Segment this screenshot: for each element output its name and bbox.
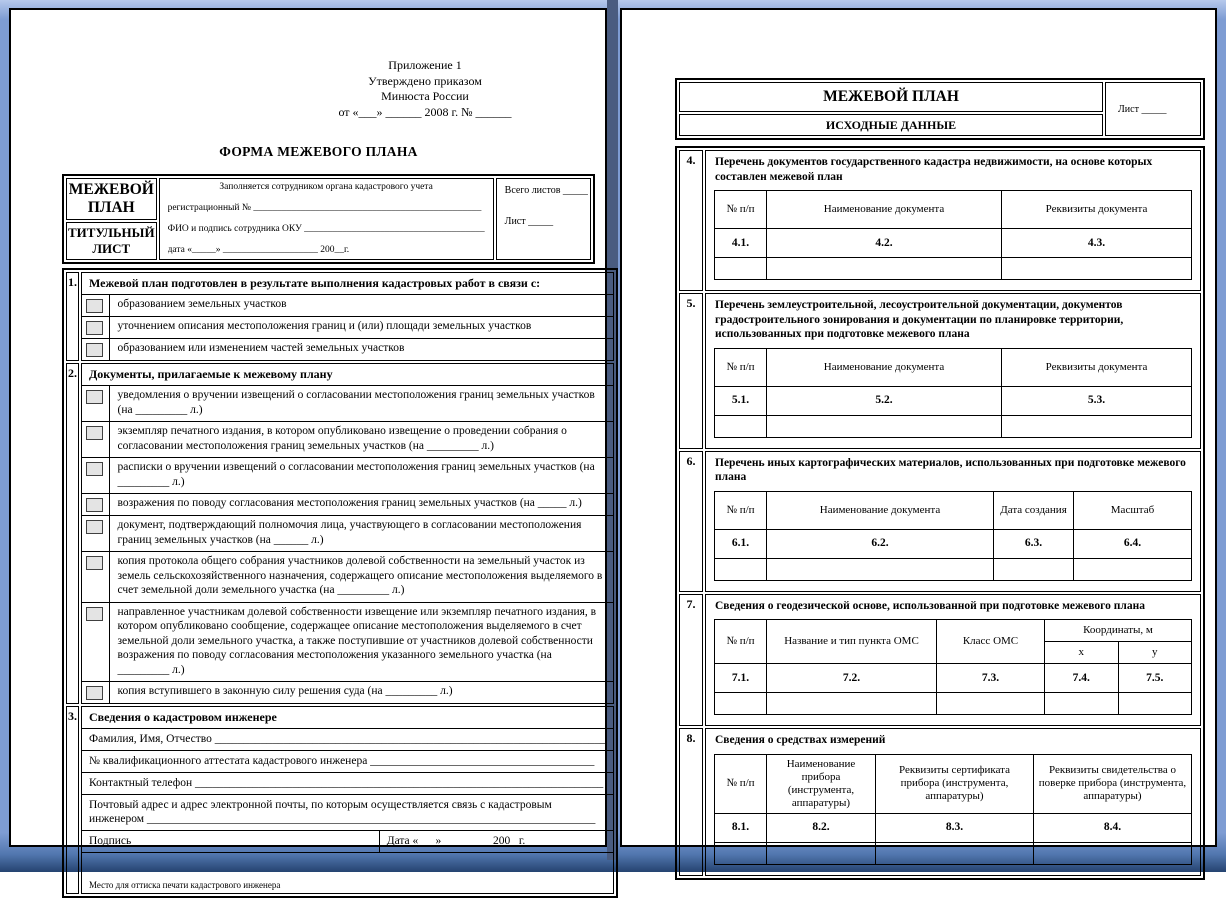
sheet-number-field: Лист _____ bbox=[1105, 82, 1201, 136]
section-3 bbox=[66, 706, 614, 894]
checkbox-item-label: документ, подтверждающий полномочия лица, участвующего в согласовании местоположения границ земельных участков (на ______ л.) bbox=[109, 516, 613, 552]
officer-name-field: ФИО и подпись сотрудника ОКУ ______________________________________ bbox=[167, 224, 485, 234]
sheet-count-cell bbox=[496, 178, 591, 260]
cell-ref: 8.2. bbox=[767, 813, 876, 842]
filled-by-note: Заполняется сотрудником органа кадастрового учета bbox=[219, 182, 433, 192]
column-header: х bbox=[1045, 642, 1119, 664]
section-6-title: Перечень иных картографических материалов, использованных при подготовке межевого плана bbox=[715, 456, 1186, 483]
section-4-title: Перечень документов государственного кадастра недвижимости, на основе которых составлен межевой план bbox=[715, 156, 1153, 183]
section-2 bbox=[66, 363, 614, 704]
cell-ref: 7.1. bbox=[715, 664, 767, 693]
empty-cell bbox=[876, 842, 1034, 864]
empty-cell bbox=[767, 558, 994, 580]
section-number: 3. bbox=[66, 706, 79, 894]
section-8 bbox=[679, 728, 1201, 876]
page-subtitle: ИСХОДНЫЕ ДАННЫЕ bbox=[679, 114, 1103, 136]
doc-title: МЕЖЕВОЙ ПЛАН bbox=[66, 178, 157, 220]
empty-cell bbox=[715, 558, 767, 580]
column-header: № п/п bbox=[715, 491, 767, 529]
doc-title: МЕЖЕВОЙ ПЛАН bbox=[679, 82, 1103, 112]
date-field: дата «_____» ____________________ 200__г. bbox=[167, 245, 350, 255]
checkbox-item-label: образованием земельных участков bbox=[109, 295, 613, 317]
cell-ref: 7.4. bbox=[1045, 664, 1119, 693]
registration-number-field: регистрационный № ________________________________________________ bbox=[167, 203, 482, 213]
column-header: Реквизиты документа bbox=[1002, 191, 1192, 229]
approval-line: Приложение 1 bbox=[388, 58, 462, 72]
section-6 bbox=[679, 451, 1201, 592]
table-row bbox=[715, 229, 1192, 258]
cell-ref: 7.2. bbox=[767, 664, 937, 693]
column-header: Название и тип пункта ОМС bbox=[767, 620, 937, 664]
cell-ref: 5.1. bbox=[715, 386, 767, 415]
empty-cell bbox=[1002, 415, 1192, 437]
empty-cell bbox=[1045, 693, 1119, 715]
checkbox-row bbox=[82, 422, 613, 458]
cell-ref: 5.3. bbox=[1002, 386, 1192, 415]
checkbox-item-label: образованием или изменением частей земельных участков bbox=[109, 339, 613, 361]
column-header: у bbox=[1118, 642, 1192, 664]
sheet-type-title: ТИТУЛЬНЫЙ ЛИСТ bbox=[66, 222, 157, 260]
page-header-table bbox=[675, 78, 1205, 140]
form-title: ФОРМА МЕЖЕВОГО ПЛАНА bbox=[219, 144, 418, 159]
section-number: 4. bbox=[679, 150, 703, 291]
empty-cell bbox=[937, 693, 1045, 715]
empty-cell bbox=[1002, 258, 1192, 280]
empty-cell bbox=[715, 842, 767, 864]
table-row bbox=[715, 529, 1192, 558]
section-1-title: Межевой план подготовлен в результате выполнения кадастровых работ в связи с: bbox=[82, 273, 613, 295]
measuring-instruments-table bbox=[714, 754, 1192, 865]
checkbox[interactable] bbox=[86, 498, 103, 512]
cell-ref: 5.2. bbox=[767, 386, 1002, 415]
cartographic-materials-table bbox=[714, 491, 1192, 581]
documents-table bbox=[714, 190, 1192, 280]
signature-field: Подпись _________________________________ bbox=[82, 831, 379, 853]
table-row bbox=[715, 386, 1192, 415]
column-header: Реквизиты свидетельства о поверке прибора (инструмента, аппаратуры) bbox=[1034, 754, 1192, 813]
checkbox[interactable] bbox=[86, 520, 103, 534]
section-number: 5. bbox=[679, 293, 703, 449]
column-header: Масштаб bbox=[1074, 491, 1192, 529]
empty-cell bbox=[1034, 842, 1192, 864]
checkbox-item-label: расписки о вручении извещений о согласовании местоположения границ земельных участков (на _________ л.) bbox=[109, 458, 613, 494]
section-number: 7. bbox=[679, 594, 703, 727]
column-header: Наименование прибора (инструмента, аппаратуры) bbox=[767, 754, 876, 813]
total-sheets-field: Всего листов _____ bbox=[504, 185, 588, 196]
source-data-table bbox=[675, 146, 1205, 880]
section-8-title: Сведения о средствах измерений bbox=[715, 734, 886, 746]
empty-cell bbox=[767, 842, 876, 864]
cell-ref: 7.3. bbox=[937, 664, 1045, 693]
checkbox-row bbox=[82, 602, 613, 682]
table-row bbox=[715, 258, 1192, 280]
column-header: Реквизиты сертификата прибора (инструмента, аппаратуры) bbox=[876, 754, 1034, 813]
table-row bbox=[715, 415, 1192, 437]
column-header: Наименование документа bbox=[767, 191, 1002, 229]
cell-ref: 8.3. bbox=[876, 813, 1034, 842]
checkbox-item-label: уведомления о вручении извещений о согласовании местоположения границ земельных участков (на _________ л.) bbox=[109, 386, 613, 422]
column-header: Класс ОМС bbox=[937, 620, 1045, 664]
checkbox[interactable] bbox=[86, 607, 103, 621]
section-7 bbox=[679, 594, 1201, 727]
cell-ref: 4.2. bbox=[767, 229, 1002, 258]
cell-ref: 4.1. bbox=[715, 229, 767, 258]
cell-ref: 8.1. bbox=[715, 813, 767, 842]
checkbox-row bbox=[82, 386, 613, 422]
main-form-table bbox=[62, 268, 618, 898]
column-header: № п/п bbox=[715, 191, 767, 229]
approval-line: Утверждено приказом bbox=[368, 73, 482, 88]
cell-ref: 6.4. bbox=[1074, 529, 1192, 558]
table-row bbox=[715, 693, 1192, 715]
cell-ref: 6.3. bbox=[994, 529, 1074, 558]
checkbox-row bbox=[82, 494, 613, 516]
checkbox[interactable] bbox=[86, 556, 103, 570]
checkbox-row bbox=[82, 458, 613, 494]
checkbox-item-label: возражения по поводу согласования местоположения границ земельных участков (на _____ л.) bbox=[109, 494, 613, 516]
section-7-title: Сведения о геодезической основе, использованной при подготовке межевого плана bbox=[715, 599, 1145, 612]
phone-field: Контактный телефон _______________________________________________________________________ bbox=[82, 773, 613, 795]
checkbox-row bbox=[82, 295, 613, 317]
table-row bbox=[715, 558, 1192, 580]
sheet-number-field: Лист _____ bbox=[504, 216, 554, 227]
section-3-title: Сведения о кадастровом инженере bbox=[82, 707, 613, 729]
checkbox-row bbox=[82, 317, 613, 339]
approval-line: Минюста России bbox=[381, 89, 469, 103]
checkbox[interactable] bbox=[86, 462, 103, 476]
column-header: № п/п bbox=[715, 348, 767, 386]
section-1 bbox=[66, 272, 614, 361]
checkbox-item-label: экземпляр печатного издания, в котором опубликовано извещение о проведении собрания о согласовании местоположения границ земельных участков (на _________ л.) bbox=[109, 422, 613, 458]
approval-block bbox=[275, 10, 575, 120]
cell-ref: 4.3. bbox=[1002, 229, 1192, 258]
checkbox-row bbox=[82, 682, 613, 704]
checkbox[interactable] bbox=[86, 343, 103, 357]
checkbox-item-label: копия протокола общего собрания участников долевой собственности на земельный участок из земель сельскохозяйственного назначения, содержащего описание местоположения выделяемого в счет земельной доли земельного участка (на _________ л.) bbox=[109, 552, 613, 603]
empty-cell bbox=[767, 258, 1002, 280]
cadastre-officer-cell bbox=[159, 178, 494, 260]
stamp-area: Место для оттиска печати кадастрового инженера bbox=[82, 853, 613, 893]
checkbox-row bbox=[82, 339, 613, 361]
empty-cell bbox=[715, 693, 767, 715]
column-header: Дата создания bbox=[994, 491, 1074, 529]
empty-cell bbox=[715, 415, 767, 437]
cell-ref: 6.1. bbox=[715, 529, 767, 558]
checkbox-item-label: уточнением описания местоположения границ и (или) площади земельных участков bbox=[109, 317, 613, 339]
empty-cell bbox=[767, 693, 937, 715]
checkbox-row bbox=[82, 516, 613, 552]
attestation-number-field: № квалификационного аттестата кадастрового инженера _______________________________________ bbox=[82, 751, 613, 773]
column-header: Реквизиты документа bbox=[1002, 348, 1192, 386]
checkbox[interactable] bbox=[86, 321, 103, 335]
column-header: Наименование документа bbox=[767, 491, 994, 529]
page-source-data bbox=[620, 8, 1217, 847]
checkbox[interactable] bbox=[86, 686, 103, 700]
section-5-title: Перечень землеустроительной, лесоустроительной документации, документов градостроительного зонирования и документации по планировке территории, использованных при подготовке межевого плана bbox=[715, 299, 1124, 340]
cell-ref: 8.4. bbox=[1034, 813, 1192, 842]
section-2-title: Документы, прилагаемые к межевому плану bbox=[82, 364, 613, 386]
section-number: 2. bbox=[66, 363, 79, 704]
checkbox-item-label: копия вступившего в законную силу решения суда (на _________ л.) bbox=[109, 682, 613, 704]
checkbox[interactable] bbox=[86, 426, 103, 440]
signature-date-field: Дата «___» ________ 200_ г. bbox=[379, 831, 613, 853]
approval-line: от «___» ______ 2008 г. № ______ bbox=[338, 104, 512, 119]
checkbox[interactable] bbox=[86, 299, 103, 313]
geodetic-basis-table bbox=[714, 619, 1192, 715]
empty-cell bbox=[994, 558, 1074, 580]
empty-cell bbox=[767, 415, 1002, 437]
section-number: 6. bbox=[679, 451, 703, 592]
table-row bbox=[715, 813, 1192, 842]
documents-table bbox=[714, 348, 1192, 438]
empty-cell bbox=[1118, 693, 1192, 715]
cell-ref: 7.5. bbox=[1118, 664, 1192, 693]
engineer-name-field: Фамилия, Имя, Отчество ____________________________________________________________________ bbox=[82, 729, 613, 751]
cell-ref: 6.2. bbox=[767, 529, 994, 558]
table-row bbox=[715, 842, 1192, 864]
section-4 bbox=[679, 150, 1201, 291]
section-number: 1. bbox=[66, 272, 79, 361]
column-header: № п/п bbox=[715, 620, 767, 664]
checkbox[interactable] bbox=[86, 390, 103, 404]
column-header: № п/п bbox=[715, 754, 767, 813]
title-block-table bbox=[62, 174, 595, 264]
page-title-sheet bbox=[9, 8, 607, 890]
section-number: 8. bbox=[679, 728, 703, 876]
checkbox-row bbox=[82, 552, 613, 603]
empty-cell bbox=[715, 258, 767, 280]
table-row bbox=[715, 664, 1192, 693]
section-5 bbox=[679, 293, 1201, 449]
checkbox-item-label: направленное участникам долевой собственности извещение или экземпляр печатного издания, в котором опубликовано сообщение, содержащее описание местоположения выделяемого в счет земельной доли земельного участка, а также поступившие от участников долевой собственности возражения по поводу согласования местоположения указанного земельного участка (на _________ л.) bbox=[109, 602, 613, 682]
empty-cell bbox=[1074, 558, 1192, 580]
address-field: Почтовый адрес и адрес электронной почты, по которым осуществляется связь с кадастровым инженером ______________________________________________________________________________ bbox=[82, 795, 613, 831]
column-header: Наименование документа bbox=[767, 348, 1002, 386]
column-header: Координаты, м bbox=[1045, 620, 1192, 642]
